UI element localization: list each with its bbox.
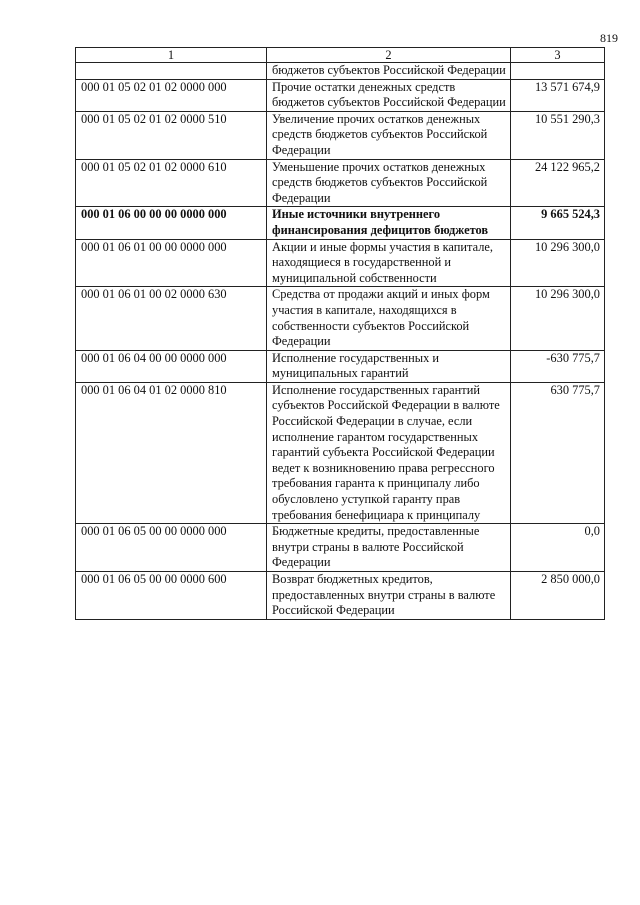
table-body xyxy=(76,63,605,620)
source-name-cell: Бюджетные кредиты, предоставленные внутри страны в валюте Российской Федерации xyxy=(267,524,511,572)
budget-code-cell: 000 01 06 05 00 00 0000 600 xyxy=(76,572,267,620)
table-row xyxy=(76,350,605,382)
source-name-cell: Иные источники внутреннего финансирования дефицитов бюджетов xyxy=(267,207,511,239)
budget-code-cell: 000 01 06 04 00 00 0000 000 xyxy=(76,350,267,382)
table-header-row xyxy=(76,48,605,63)
amount-cell: 630 775,7 xyxy=(511,382,605,523)
column-header-amount: 3 xyxy=(511,48,605,63)
amount-cell: 2 850 000,0 xyxy=(511,572,605,620)
source-name-cell: Уменьшение прочих остатков денежных средств бюджетов субъектов Российской Федерации xyxy=(267,159,511,207)
source-name-cell: Исполнение государственных и муниципальных гарантий xyxy=(267,350,511,382)
budget-code-cell: 000 01 06 01 00 02 0000 630 xyxy=(76,287,267,350)
table-row xyxy=(76,207,605,239)
table-row xyxy=(76,63,605,80)
table-row xyxy=(76,239,605,287)
table-row xyxy=(76,159,605,207)
amount-cell: 24 122 965,2 xyxy=(511,159,605,207)
table-row xyxy=(76,287,605,350)
amount-cell: 10 296 300,0 xyxy=(511,287,605,350)
table-row xyxy=(76,572,605,620)
budget-code-cell: 000 01 05 02 01 02 0000 000 xyxy=(76,79,267,111)
budget-sources-table xyxy=(75,47,605,620)
budget-code-cell: 000 01 05 02 01 02 0000 510 xyxy=(76,111,267,159)
budget-code-cell: 000 01 06 05 00 00 0000 000 xyxy=(76,524,267,572)
source-name-cell: Акции и иные формы участия в капитале, находящиеся в государственной и муниципальной собственности xyxy=(267,239,511,287)
table-row xyxy=(76,382,605,523)
source-name-cell: Возврат бюджетных кредитов, предоставленных внутри страны в валюте Российской Федерации xyxy=(267,572,511,620)
page-number: 819 xyxy=(600,31,618,45)
column-header-code: 1 xyxy=(76,48,267,63)
budget-code-cell xyxy=(76,63,267,80)
amount-cell xyxy=(511,63,605,80)
budget-code-cell: 000 01 05 02 01 02 0000 610 xyxy=(76,159,267,207)
source-name-cell: бюджетов субъектов Российской Федерации xyxy=(267,63,511,80)
source-name-cell: Средства от продажи акций и иных форм участия в капитале, находящихся в собственности субъектов Российской Федерации xyxy=(267,287,511,350)
column-header-name: 2 xyxy=(267,48,511,63)
amount-cell: 9 665 524,3 xyxy=(511,207,605,239)
amount-cell: 10 551 290,3 xyxy=(511,111,605,159)
amount-cell: 0,0 xyxy=(511,524,605,572)
source-name-cell: Увеличение прочих остатков денежных средств бюджетов субъектов Российской Федерации xyxy=(267,111,511,159)
budget-code-cell: 000 01 06 04 01 02 0000 810 xyxy=(76,382,267,523)
table-row xyxy=(76,79,605,111)
table-row xyxy=(76,524,605,572)
amount-cell: -630 775,7 xyxy=(511,350,605,382)
budget-code-cell: 000 01 06 00 00 00 0000 000 xyxy=(76,207,267,239)
amount-cell: 13 571 674,9 xyxy=(511,79,605,111)
table-row xyxy=(76,111,605,159)
source-name-cell: Прочие остатки денежных средств бюджетов субъектов Российской Федерации xyxy=(267,79,511,111)
amount-cell: 10 296 300,0 xyxy=(511,239,605,287)
budget-code-cell: 000 01 06 01 00 00 0000 000 xyxy=(76,239,267,287)
source-name-cell: Исполнение государственных гарантий субъектов Российской Федерации в валюте Российской Федерации в случае, если исполнение гарантом государственных гарантий субъекта Российской Федерации ведет к возникновению права регрессного требования гаранта к принципалу либо обусловлено уступкой гаранту прав требования бенефициара к принципалу xyxy=(267,382,511,523)
